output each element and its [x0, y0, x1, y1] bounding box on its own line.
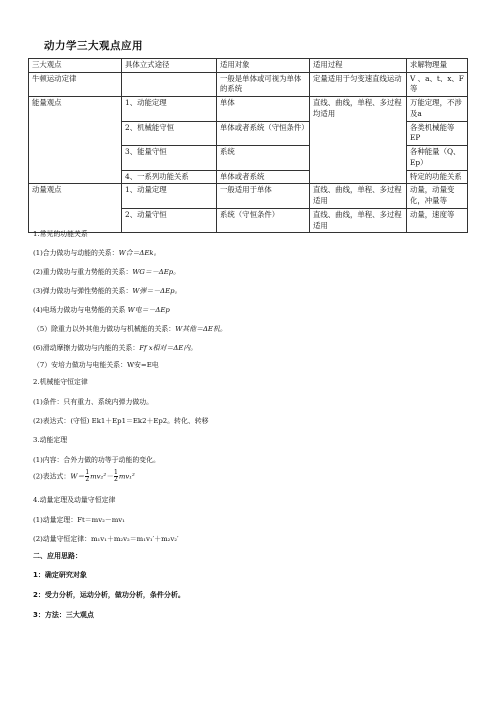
formula: WG＝－ΔEp。: [132, 268, 181, 276]
fraction-denominator: 2: [113, 476, 118, 483]
note-line: (1)动量定理：Ft＝mv₂－mv₁: [33, 516, 125, 524]
note-line: (2)表达式：(守恒) Ek1＋Ep1＝Ek2＋Ep2。转化、转移: [33, 417, 209, 425]
table-row: [29, 72, 468, 96]
header-cell: 具体立式途径: [122, 59, 217, 73]
formula: Ff x相对＝ΔE内。: [139, 344, 198, 352]
formula: mv₂²－: [90, 472, 113, 481]
formula: mv₁²: [118, 472, 135, 481]
note-line: [33, 323, 227, 333]
note-line: [33, 342, 197, 352]
table-row: [29, 97, 468, 121]
header-cell: 适用过程: [310, 59, 407, 73]
table-cell: 4、一系列功能关系: [122, 170, 217, 184]
table-cell: 1、动能定理: [122, 97, 217, 121]
fraction: [114, 470, 118, 483]
table-cell: 3、能量守恒: [122, 146, 217, 170]
table-cell: 特定的功能关系: [407, 170, 468, 184]
table-row: [29, 184, 468, 208]
header-cell: 适用对象: [217, 59, 310, 73]
note-line: [33, 247, 161, 257]
formula: W合＝ΔEk。: [118, 249, 161, 257]
header-cell: 三大观点: [29, 59, 122, 73]
note-text: (1)合力做功与动能的关系：: [33, 249, 119, 257]
table-cell: V 、a、t、x、F等: [407, 72, 468, 96]
table-cell: 直线、曲线，单程、多过程适用: [310, 184, 407, 208]
table-cell: 1、动量定理: [122, 184, 217, 208]
fraction-numerator: 1: [85, 469, 90, 476]
section-heading: 2.机械能守恒定律: [33, 378, 88, 386]
note-line: (1)条件：只有重力、系统内弹力做功。: [33, 398, 154, 406]
table-cell: 系统: [217, 146, 310, 170]
table-cell: 一般适用于单体: [217, 184, 310, 208]
formula: W弹＝－ΔEp。: [132, 287, 182, 295]
table-header-row: [29, 59, 468, 73]
table-cell: 系统（守恒条件）: [217, 208, 310, 232]
table-cell: 动量，速度等: [407, 208, 468, 232]
note-line: (2)动量守恒定律：m₁v₁＋m₂v₂＝m₁v₁′＋m₂v₂′: [33, 535, 179, 543]
note-line: [33, 285, 181, 295]
section-heading: 二、应用思路：: [33, 552, 82, 560]
note-line: [33, 470, 135, 483]
formula: W电＝－ΔEp: [127, 306, 170, 314]
table-cell: 定量适用于匀变速直线运动: [310, 72, 407, 96]
note-text: (2)重力做功与重力势能的关系：: [33, 268, 133, 276]
note-line: [33, 266, 180, 276]
fraction-numerator: 1: [113, 469, 118, 476]
note-text: (4)电场力做功与电势能的关系: [33, 306, 126, 314]
table-cell: 各类机械能等EP: [407, 121, 468, 145]
table-cell: 单体: [217, 97, 310, 121]
table-cell: 各种能量（Q、Ep）: [407, 146, 468, 170]
fraction-denominator: 2: [85, 476, 90, 483]
table-cell: [122, 72, 217, 96]
table-cell: 直线、曲线，单程、多过程适用: [310, 208, 407, 232]
table-cell: 2、动量守恒: [122, 208, 217, 232]
step-item: 1：确定研究对象: [33, 571, 87, 579]
section-heading: 4.动量定理及动量守恒定律: [33, 496, 116, 504]
section-heading: 1.常见的功能关系: [33, 230, 88, 238]
note-text: (3)弹力做功与弹性势能的关系：: [33, 287, 133, 295]
step-item: 3：方法：三大观点: [33, 611, 94, 619]
step-item: 2：受力分析，运动分析，做功分析，条件分析。: [33, 591, 185, 599]
table-cell: 万能定理，不涉及a: [407, 97, 468, 121]
summary-table: [28, 58, 468, 233]
table-cell: 一般是单体或可视为单体的系统: [217, 72, 310, 96]
table-cell: 动量，动量变化，冲量等: [407, 184, 468, 208]
table-cell: 2、机械能守恒: [122, 121, 217, 145]
formula: W＝: [70, 472, 85, 481]
table-cell: 能量观点: [29, 97, 122, 184]
table-cell: 单体或者系统（守恒条件）: [217, 121, 310, 145]
note-text: (6)滑动摩擦力做功与内能的关系：: [33, 344, 140, 352]
page-title: 动力学三大观点应用: [44, 40, 143, 52]
table-cell: 动量观点: [29, 184, 122, 233]
section-heading: 3.动能定理: [33, 436, 68, 444]
table-cell: 直线、曲线，单程、多过程均适用: [310, 97, 407, 184]
table-cell: 单体或者系统: [217, 170, 310, 184]
note-line: (1)内容：合外力做的功等于动能的变化。: [33, 456, 160, 464]
note-line: （7）安培力做功与电能关系：W安=E电: [33, 361, 159, 369]
table-cell: 牛顿运动定律: [29, 72, 122, 96]
note-text: （5）除重力以外其他力做功与机械能的关系：: [33, 325, 176, 333]
header-cell: 求解物理量: [407, 59, 468, 73]
note-text: (2)表达式：: [33, 472, 71, 481]
formula: W其他＝ΔE机。: [175, 325, 227, 333]
note-line: [33, 304, 170, 314]
fraction: [85, 470, 89, 483]
